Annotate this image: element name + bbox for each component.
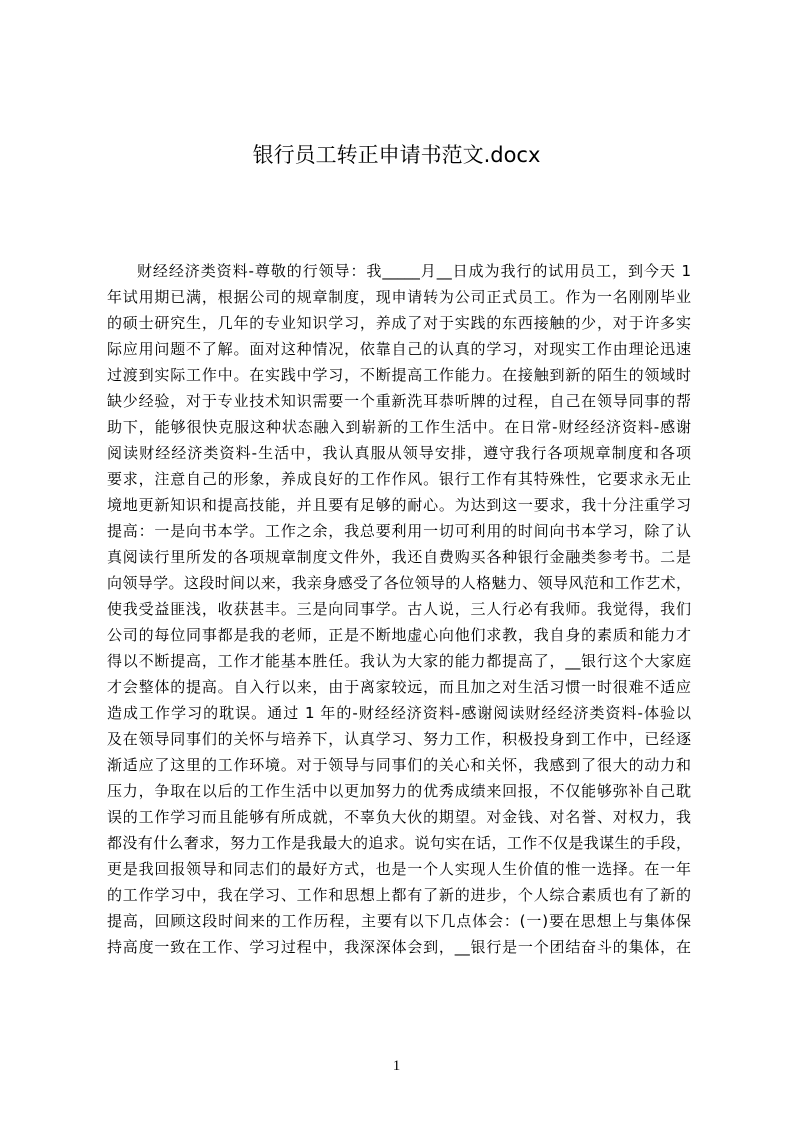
body-line: 都没有什么奢求，努力工作是我最大的追求。说句实在话，工作不仅是我谋生的手段， — [107, 834, 691, 852]
body-line: 向领导学。这段时间以来，我亲身感受了各位领导的人格魅力、领导风范和工作艺术， — [107, 574, 691, 592]
body-line: 持高度一致在工作、学习过程中，我深深体会到，__银行是一个团结奋斗的集体，在 — [107, 938, 691, 956]
body-line: 渐适应了这里的工作环境。对于领导与同事们的关心和关怀，我感到了很大的动力和 — [107, 756, 691, 774]
body-line: 境地更新知识和提高技能，并且要有足够的耐心。为达到这一要求，我十分注重学习 — [107, 496, 691, 514]
body-line: 的工作学习中，我在学习、工作和思想上都有了新的进步，个人综合素质也有了新的 — [107, 886, 691, 904]
body-line: 得以不断提高，工作才能基本胜任。我认为大家的能力都提高了，__银行这个大家庭 — [107, 652, 691, 670]
document-body — [107, 258, 691, 960]
body-line: 的硕士研究生，几年的专业知识学习，养成了对于实践的东西接触的少，对于许多实 — [107, 314, 691, 332]
body-line: 使我受益匪浅，收获甚丰。三是向同事学。古人说，三人行必有我师。我觉得，我们 — [107, 600, 691, 618]
body-line: 造成工作学习的耽误。通过 1 年的-财经经济资料-感谢阅读财经经济类资料-体验以 — [107, 704, 691, 722]
body-line: 要求，注意自己的形象，养成良好的工作作风。银行工作有其特殊性，它要求永无止 — [107, 470, 691, 488]
body-line: 提高，回顾这段时间来的工作历程，主要有以下几点体会：(一)要在思想上与集体保 — [107, 912, 691, 930]
body-line: 助下，能够很快克服这种状态融入到崭新的工作生活中。在日常-财经经济资料-感谢 — [107, 418, 691, 436]
body-line: 误的工作学习而且能够有所成就，不辜负大伙的期望。对金钱、对名誉、对权力，我 — [107, 808, 691, 826]
body-line: 才会整体的提高。自入行以来，由于离家较远，而且加之对生活习惯一时很难不适应 — [107, 678, 691, 696]
body-line: 缺少经验，对于专业技术知识需要一个重新洗耳恭听牌的过程，自己在领导同事的帮 — [107, 392, 691, 410]
body-line: 年试用期已满，根据公司的规章制度，现申请转为公司正式员工。作为一名刚刚毕业 — [107, 288, 691, 306]
body-line: 阅读财经经济类资料-生活中，我认真服从领导安排，遵守我行各项规章制度和各项 — [107, 444, 691, 462]
body-line: 压力，争取在以后的工作生活中以更加努力的优秀成绩来回报，不仅能够弥补自己耽 — [107, 782, 691, 800]
body-line: 提高：一是向书本学。工作之余，我总要利用一切可利用的时间向书本学习，除了认 — [107, 522, 691, 540]
body-line: 真阅读行里所发的各项规章制度文件外，我还自费购买各种银行金融类参考书。二是 — [107, 548, 691, 566]
body-line: 更是我回报领导和同志们的最好方式，也是一个人实现人生价值的惟一选择。在一年 — [107, 860, 691, 878]
body-line: 过渡到实际工作中。在实践中学习，不断提高工作能力。在接触到新的陌生的领域时 — [107, 366, 691, 384]
body-line: 公司的每位同事都是我的老师，正是不断地虚心向他们求教，我自身的素质和能力才 — [107, 626, 691, 644]
body-line: 及在领导同事们的关怀与培养下，认真学习、努力工作，积极投身到工作中，已经逐 — [107, 730, 691, 748]
page-number: 1 — [392, 1058, 401, 1074]
body-line: 际应用问题不了解。面对这种情况，依靠自己的认真的学习，对现实工作由理论迅速 — [107, 340, 691, 358]
body-line: 财经经济类资料-尊敬的行领导：我_____月__日成为我行的试用员工，到今天 1 — [137, 262, 691, 280]
document-title: 银行员工转正申请书范文.docx — [252, 143, 541, 167]
